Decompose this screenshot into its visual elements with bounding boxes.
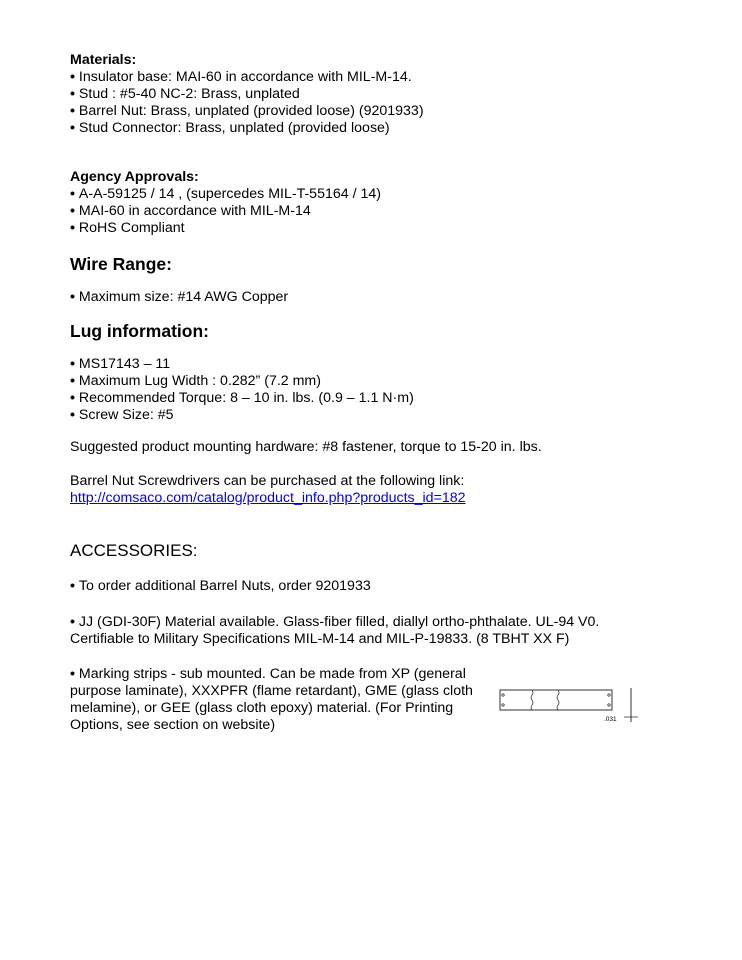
- lug-heading: Lug information:: [70, 321, 210, 341]
- wire-range-heading: Wire Range:: [70, 254, 172, 274]
- materials-section: [70, 52, 690, 137]
- accessories-heading: ACCESSORIES:: [70, 541, 198, 560]
- strip-hole: [502, 694, 504, 696]
- materials-item: • Stud Connector: Brass, unplated (provided loose): [70, 120, 690, 137]
- strip-outline: [500, 690, 612, 710]
- hardware-note-text: Suggested product mounting hardware: #8 fastener, torque to 15-20 in. lbs.: [70, 439, 542, 455]
- strip-break-line: [531, 690, 533, 710]
- lug-item: • Recommended Torque: 8 – 10 in. lbs. (0.9 – 1.1 N·m): [70, 390, 690, 407]
- materials-heading: Materials:: [70, 52, 137, 68]
- accessory-item-jj-material: [70, 614, 690, 648]
- accessory-text: Options, see section on website): [70, 717, 276, 733]
- strip-break-line: [557, 690, 559, 710]
- accessories-section: [70, 540, 690, 562]
- materials-item: • Stud : #5-40 NC-2: Brass, unplated: [70, 86, 690, 103]
- dimension-label: .031: [604, 716, 617, 723]
- strip-hole: [608, 694, 610, 696]
- lug-item: • Maximum Lug Width : 0.282” (7.2 mm): [70, 373, 690, 390]
- materials-item: • Insulator base: MAI-60 in accordance with MIL-M-14.: [70, 69, 690, 86]
- lug-item: • Screw Size: #5: [70, 407, 690, 424]
- hardware-note: [70, 439, 690, 456]
- strip-hole: [502, 704, 504, 706]
- agency-item: • RoHS Compliant: [70, 220, 690, 237]
- accessory-item-marking-strips: [70, 666, 500, 734]
- accessory-text: melamine), or GEE (glass cloth epoxy) material. (For Printing: [70, 700, 454, 716]
- agency-heading: Agency Approvals:: [70, 169, 199, 185]
- accessory-text: purpose laminate), XXXPFR (flame retardant), GME (glass cloth: [70, 683, 473, 699]
- agency-item: • A-A-59125 / 14 , (supercedes MIL-T-55164 / 14): [70, 186, 690, 203]
- screwdriver-section: [70, 473, 690, 507]
- accessory-text: Certifiable to Military Specifications MIL-M-14 and MIL-P-19833. (8 TBHT XX F): [70, 631, 570, 647]
- accessory-text: • To order additional Barrel Nuts, order 9201933: [70, 578, 690, 595]
- lug-section: [70, 320, 690, 424]
- marking-strip-drawing-icon: [498, 684, 643, 726]
- accessory-item-barrel-nuts: [70, 578, 690, 595]
- screwdriver-text: Barrel Nut Screwdrivers can be purchased at the following link:: [70, 473, 465, 489]
- wire-range-section: [70, 253, 690, 306]
- agency-section: [70, 169, 690, 237]
- accessory-text: • Marking strips - sub mounted. Can be made from XP (general: [70, 666, 500, 683]
- strip-hole: [608, 704, 610, 706]
- lug-item: • MS17143 – 11: [70, 356, 690, 373]
- accessory-text: • JJ (GDI-30F) Material available. Glass-fiber filled, diallyl ortho-phthalate. UL-94 V0.: [70, 614, 690, 631]
- screwdriver-link[interactable]: http://comsaco.com/catalog/product_info.php?products_id=182: [70, 490, 466, 506]
- materials-item: • Barrel Nut: Brass, unplated (provided loose) (9201933): [70, 103, 690, 120]
- wire-range-item: • Maximum size: #14 AWG Copper: [70, 289, 690, 306]
- agency-item: • MAI-60 in accordance with MIL-M-14: [70, 203, 690, 220]
